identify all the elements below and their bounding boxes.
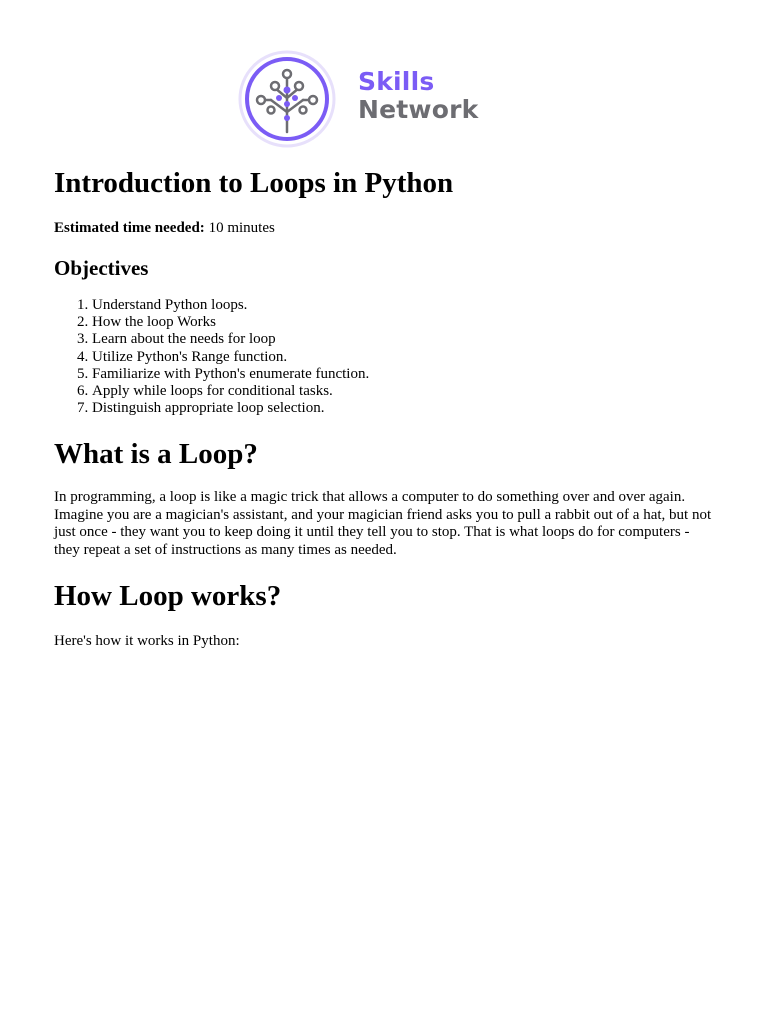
logo-word-network: Network [358, 95, 479, 124]
objective-item: 4. Utilize Python's Range function. [92, 349, 369, 366]
what-is-loop-paragraph: In programming, a loop is like a magic trick that allows a computer to do something over and over again. Imagine you are a magician's assistant, and your magician friend asks you to pull a rabbit out of a hat, but not just once - they want you to keep doing it until they tell you to stop. That is what loops do for computers - they repeat a set of instructions as many times as needed. [54, 489, 712, 558]
objective-item: 2. How the loop Works [92, 314, 369, 331]
logo-wordmark [358, 68, 478, 124]
objective-item: 1. Understand Python loops. [92, 297, 369, 314]
what-is-loop-heading: What is a Loop? [54, 438, 258, 470]
objective-item: 7. Distinguish appropriate loop selection. [92, 400, 369, 417]
how-loop-works-paragraph: Here's how it works in Python: [54, 633, 240, 649]
estimated-time-value: 10 minutes [208, 220, 275, 236]
objective-item: 6. Apply while loops for conditional tasks. [92, 383, 369, 400]
objective-item: 3. Learn about the needs for loop [92, 331, 369, 348]
skills-network-logo [238, 50, 478, 148]
how-loop-works-heading: How Loop works? [54, 580, 282, 612]
tree-circuit-icon [238, 50, 336, 148]
estimated-time-label: Estimated time needed: [54, 220, 205, 236]
objectives-heading: Objectives [54, 256, 149, 280]
estimated-time [54, 219, 275, 237]
page-title: Introduction to Loops in Python [54, 167, 454, 199]
objective-item: 5. Familiarize with Python's enumerate function. [92, 366, 369, 383]
objectives-list [54, 297, 369, 417]
logo-word-skills: Skills [358, 67, 435, 96]
